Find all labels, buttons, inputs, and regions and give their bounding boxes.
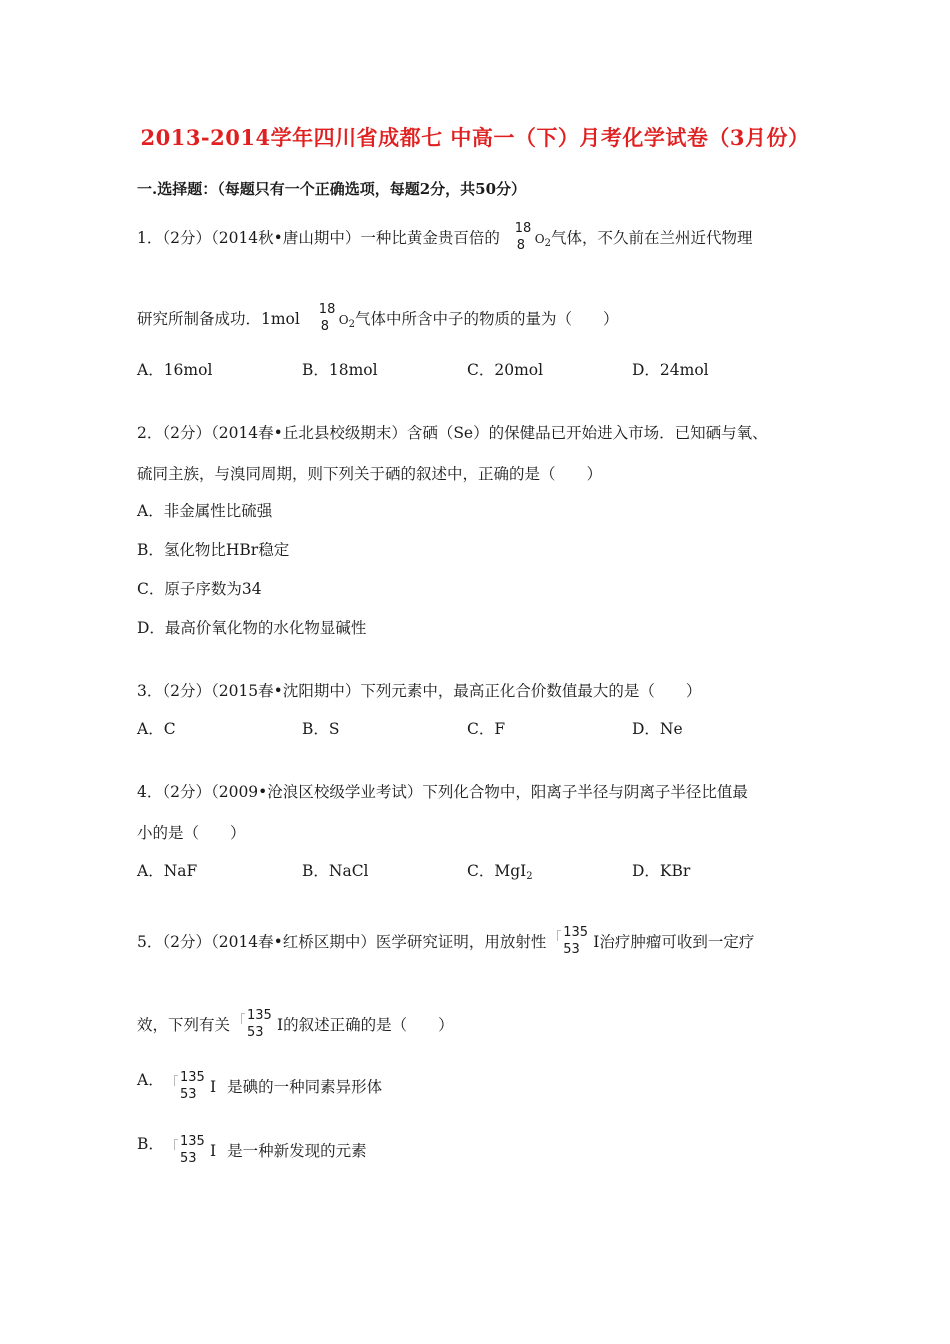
- page-title: 2013-2014学年四川省成都七 中高一（下）月考化学试卷（3月份）: [140, 125, 810, 150]
- q2-option-d[interactable]: D．最高价氧化物的水化物显碱性: [137, 619, 367, 637]
- element-symbol: O: [338, 313, 349, 327]
- q1-line1: [137, 222, 753, 256]
- bracket-mark: [557, 930, 561, 941]
- q2-option-a[interactable]: A．非金属性比硫强: [137, 502, 273, 520]
- q2-option-c[interactable]: C．原子序数为34: [137, 580, 262, 598]
- q3-option-a[interactable]: A．C: [137, 720, 176, 738]
- mass-number: 135: [246, 1008, 272, 1023]
- q1-line2: [137, 303, 619, 337]
- q1-option-b[interactable]: B．18mol: [302, 361, 378, 379]
- atomic-number: 8: [516, 238, 526, 253]
- q5-option-b-label[interactable]: B．: [137, 1135, 164, 1153]
- q1-text-pre2: 研究所制备成功．1mol: [137, 310, 300, 328]
- q5-text-post: 治疗肿瘤可收到一定疗: [599, 933, 755, 951]
- isotope-i135: [180, 1071, 210, 1105]
- q2-line1: 2．（2分）（2014春•丘北县校级期末）含硒（Se）的保健品已开始进入市场．已知硒与氧、: [137, 424, 768, 442]
- q2-line2: 硫同主族，与溴同周期，则下列关于硒的叙述中，正确的是（ ）: [137, 465, 603, 483]
- q2-option-b[interactable]: B．氢化物比HBr稳定: [137, 541, 290, 559]
- q5-line1: [137, 926, 754, 960]
- q1-text-pre: 1．（2分）（2014秋•唐山期中）一种比黄金贵百倍的: [137, 229, 500, 247]
- q5-text-pre: 5．（2分）（2014春•红桥区期中）医学研究证明，用放射性: [137, 933, 547, 951]
- subscript-2: 2: [348, 319, 356, 330]
- section-heading: 一.选择题：（每题只有一个正确选项，每题2分，共50分）: [137, 180, 527, 198]
- atomic-number: 53: [246, 1025, 264, 1040]
- q3-option-c[interactable]: C．F: [467, 720, 506, 738]
- element-symbol: I: [593, 933, 600, 951]
- q4-line1: 4．（2分）（2009•沧浪区校级学业考试）下列化合物中，阳离子半径与阴离子半径比值最: [137, 783, 748, 801]
- isotope-i135: [247, 1009, 277, 1043]
- q5-option-b-text: 是一种新发现的元素: [227, 1142, 367, 1160]
- bracket-mark: [174, 1139, 178, 1150]
- q3-option-d[interactable]: D．Ne: [632, 720, 683, 738]
- element-symbol: I: [276, 1016, 284, 1034]
- q1-text-post2: 气体中所含中子的物质的量为（ ）: [355, 310, 619, 328]
- q4-line2: 小的是（ ）: [137, 824, 246, 842]
- q4-option-d[interactable]: D．KBr: [632, 862, 691, 880]
- q4-option-a[interactable]: A．NaF: [137, 862, 198, 880]
- q4-option-c[interactable]: [467, 859, 533, 881]
- q5-text-pre2: 效，下列有关: [137, 1016, 231, 1034]
- mass-number: 135: [180, 1134, 205, 1149]
- isotope-i135: [563, 926, 593, 960]
- q4-option-b[interactable]: B．NaCl: [302, 862, 369, 880]
- atomic-number: 53: [563, 942, 580, 957]
- element-symbol: O: [534, 232, 545, 246]
- q5-option-a[interactable]: [180, 1071, 382, 1105]
- element-symbol: I: [210, 1142, 217, 1160]
- bracket-mark: [241, 1013, 245, 1024]
- atomic-number: 53: [180, 1151, 197, 1166]
- subscript-2: 2: [544, 238, 551, 249]
- mass-number: 18: [318, 302, 336, 317]
- q1-text-post: 气体，不久前在兰州近代物理: [550, 229, 753, 247]
- q1-option-c[interactable]: C．20mol: [467, 361, 544, 379]
- q3-line1: 3．（2分）（2015春•沈阳期中）下列元素中，最高正化合价数值最大的是（ ）: [137, 682, 702, 700]
- mass-number: 18: [514, 221, 532, 236]
- atomic-number: 8: [320, 319, 330, 334]
- isotope-o18: [515, 222, 535, 256]
- element-symbol: I: [210, 1078, 217, 1096]
- q3-option-b[interactable]: B．S: [302, 720, 340, 738]
- q5-option-a-text: 是碘的一种同素异形体: [227, 1078, 383, 1096]
- mass-number: 135: [563, 925, 589, 940]
- q4-option-c-text: C．MgI: [467, 862, 527, 880]
- q5-text-post2: 的叙述正确的是（ ）: [283, 1016, 454, 1034]
- q1-option-a[interactable]: A．16mol: [137, 361, 213, 379]
- mass-number: 135: [180, 1070, 205, 1085]
- q5-option-b[interactable]: [180, 1135, 367, 1169]
- bracket-mark: [174, 1075, 178, 1086]
- q1-option-d[interactable]: D．24mol: [632, 361, 709, 379]
- atomic-number: 53: [180, 1087, 197, 1102]
- isotope-o18: [319, 303, 339, 337]
- subscript-2: 2: [526, 871, 533, 882]
- q5-option-a-label[interactable]: A．: [137, 1071, 164, 1089]
- q5-line2: [137, 1009, 454, 1043]
- isotope-i135: [180, 1135, 210, 1169]
